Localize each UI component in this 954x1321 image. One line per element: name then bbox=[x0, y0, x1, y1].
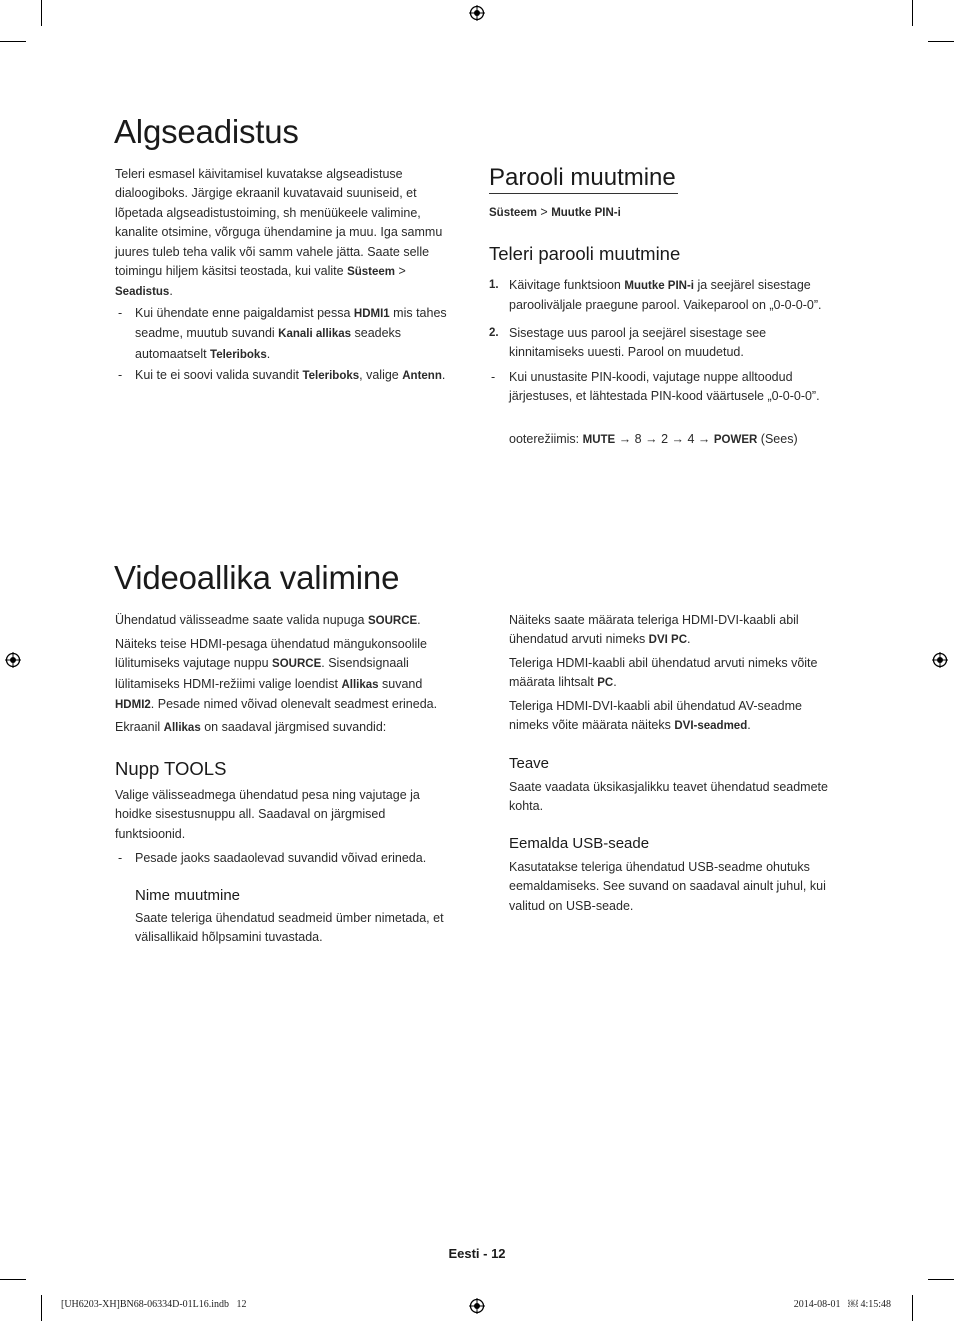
registration-mark-icon bbox=[469, 5, 485, 21]
menu-path: Süsteem > Muutke PIN-i bbox=[489, 205, 621, 219]
rename-example-3: Teleriga HDMI-DVI-kaabli abil ühendatud AV-seadme nimeks võite määrata näiteks DVI-seadmed. bbox=[509, 699, 802, 733]
note-tools: - Pesade jaoks saadaolevad suvandid võivad erineda. bbox=[118, 851, 427, 865]
crop-mark bbox=[912, 1295, 913, 1321]
rename-text: Saate teleriga ühendatud seadmeid ümber nimetada, et välisallikaid hõlpsamini tuvastada. bbox=[135, 911, 444, 945]
info-text: Saate vaadata üksikasjalikku teavet ühendatud seadmete kohta. bbox=[509, 780, 828, 814]
crop-mark bbox=[912, 0, 913, 26]
subsection-title-tv-password: Teleri parooli muutmine bbox=[489, 243, 681, 264]
note-forgot-pin: - Kui unustasite PIN-koodi, vajutage nuppe alltoodud järjestuses, et lähtestada PIN-kood väärtusele „0-0-0-0”. bbox=[491, 370, 820, 404]
rename-example-2: Teleriga HDMI-kaabli abil ühendatud arvuti nimeks võite määrata lihtsalt PC. bbox=[509, 656, 818, 690]
subsection-title-info: Teave bbox=[509, 755, 550, 772]
print-date-info: 2014-08-01 ￼ 4:15:48 bbox=[793, 1299, 891, 1310]
crop-mark bbox=[41, 0, 42, 26]
source-p1: Ühendatud välisseadme saate valida nupuga SOURCE. bbox=[115, 613, 421, 627]
subsection-title-remove-usb: Eemalda USB-seade bbox=[509, 835, 650, 852]
section-title-video-source: Videoallika valimine bbox=[114, 559, 400, 596]
crop-mark bbox=[0, 41, 26, 42]
tools-text: Valige välisseadmega ühendatud pesa ning vajutage ja hoidke sisestusnuppu all. Saadaval on järgmised funktsioonid. bbox=[115, 788, 420, 841]
crop-mark bbox=[928, 1279, 954, 1280]
section-title-change-password: Parooli muutmine bbox=[489, 164, 676, 191]
step-2: 2. Sisestage uus parool ja seejärel sisestage see kinnitamiseks uuesti. Parool on muudetud. bbox=[489, 326, 767, 360]
step-1: 1. Käivitage funktsioon Muutke PIN-i ja seejärel sisestage parooliväljale praegune parool. Vaikeparool on „0-0-0-0”. bbox=[489, 278, 822, 313]
usb-text: Kasutatakse teleriga ühendatud USB-seadme ohutuks eemaldamiseks. See suvand on saadaval ainult juhul, kui valitud on USB-seade. bbox=[509, 860, 826, 913]
source-p3: Ekraanil Allikas on saadaval järgmised suvandid: bbox=[115, 720, 387, 734]
note-hdmi1: - Kui ühendate enne paigaldamist pessa HDMI1 mis tahes seadme, muutub suvandi Kanali allikas seadeks automaatselt Teleriboks. bbox=[118, 306, 447, 361]
subsection-title-tools: Nupp TOOLS bbox=[115, 758, 227, 779]
source-p2: Näiteks teise HDMI-pesaga ühendatud mängukonsoolile lülitumiseks vajutage nuppu SOURCE. Sisendsignaali lülitamiseks HDMI-režiimi valige loendist Allikas suvand HDMI2. Pesade nimed võivad olenevalt seadmest erineda. bbox=[115, 637, 438, 712]
standby-sequence: ooterežiimis: MUTE → 8 → 2 → 4 → POWER (Sees) bbox=[509, 432, 798, 446]
section-title-initial-setup: Algseadistus bbox=[114, 113, 299, 150]
page-number: Eesti - 12 bbox=[448, 1246, 506, 1261]
rename-example-1: Näiteks saate määrata teleriga HDMI-DVI-kaabli abil ühendatud arvuti nimeks DVI PC. bbox=[509, 613, 799, 647]
title-underline bbox=[489, 193, 678, 194]
registration-mark-icon bbox=[469, 1298, 485, 1314]
subsection-title-rename: Nime muutmine bbox=[135, 887, 241, 904]
note-antenna: - Kui te ei soovi valida suvandit Teleriboks, valige Antenn. bbox=[118, 368, 446, 382]
initial-setup-intro: Teleri esmasel käivitamisel kuvatakse algseadistuse dialoogiboks. Järgige ekraanil kuvatavaid suuniseid, et lõpetada algseadistustoiming, sh menüükeele valimine, kanalite otsimine, võrguga ühendamine ja muu. Iga sammu juures tuleb teha valik või samm vahele jätta. Saate selle toimingu hiljem käsitsi teostada, kui valite Süsteem > Seadistus. bbox=[115, 167, 443, 299]
print-file-info: [UH6203-XH]BN68-06334D-01L16.indb 12 bbox=[61, 1299, 247, 1310]
crop-mark bbox=[41, 1295, 42, 1321]
crop-mark bbox=[0, 1279, 26, 1280]
registration-mark-icon bbox=[5, 652, 21, 668]
registration-mark-icon bbox=[932, 652, 948, 668]
crop-mark bbox=[928, 41, 954, 42]
